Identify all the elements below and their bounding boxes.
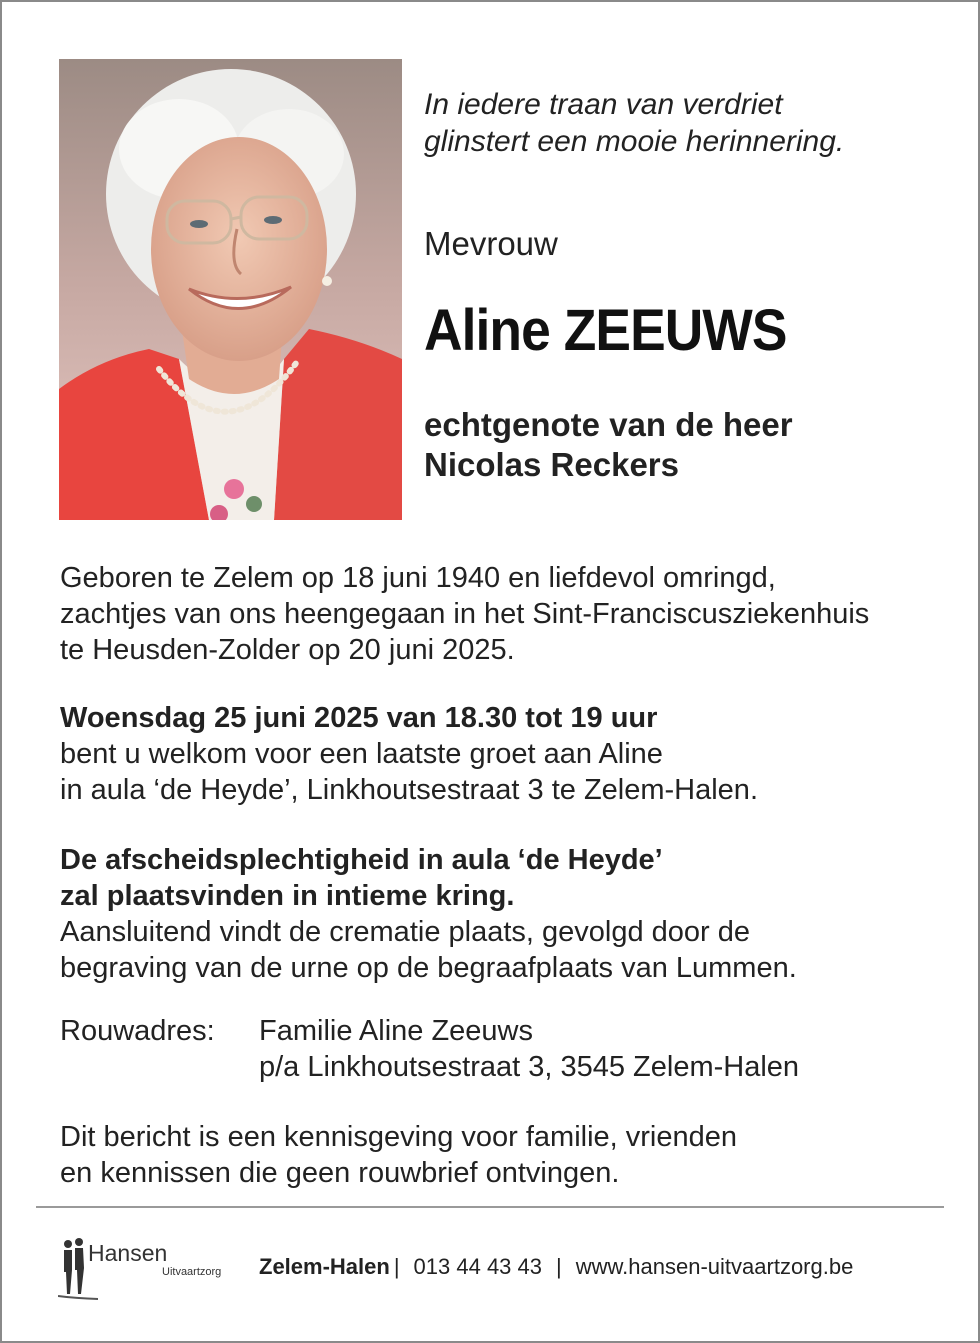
paragraph-line: bent u welkom voor een laatste groet aan Aline [60, 738, 663, 770]
footer-separator: | [556, 1254, 562, 1279]
footer-separator: | [393, 1254, 400, 1279]
paragraph-line: Aansluitend vindt de crematie plaats, gevolgd door de [60, 916, 750, 948]
quote-line: In iedere traan van verdriet [424, 88, 783, 121]
logo-subtitle: Uitvaartzorg [162, 1266, 222, 1278]
visitation-paragraph [60, 700, 758, 808]
hansen-logo [58, 1234, 238, 1300]
memorial-quote [424, 86, 844, 160]
jacket-right [274, 329, 402, 520]
notice-paragraph [60, 1119, 737, 1191]
footer-phone[interactable]: 013 44 43 43 [413, 1254, 543, 1279]
footer-website[interactable]: www.hansen-uitvaartzorg.be [575, 1254, 854, 1279]
paragraph-line: te Heusden-Zolder op 20 juni 2025. [60, 634, 515, 666]
paragraph-line: begraving van de urne op de begraafplaats van Lummen. [60, 952, 797, 984]
paragraph-line: in aula ‘de Heyde’, Linkhoutsestraat 3 te Zelem-Halen. [60, 774, 758, 806]
logo-title: Hansen [88, 1240, 168, 1266]
spouse-line: Nicolas Reckers [424, 446, 679, 483]
paragraph-line: Geboren te Zelem op 18 juni 1940 en liefdevol omringd, [60, 562, 776, 594]
address-label: Rouwadres: [60, 1015, 215, 1047]
footer-contact [259, 1253, 853, 1281]
footer-divider [36, 1206, 944, 1208]
ceremony-heading: De afscheidsplechtigheid in aula ‘de Heyde’ [60, 844, 663, 876]
birth-death-paragraph [60, 560, 869, 668]
spouse-line: echtgenote van de heer [424, 406, 793, 443]
quote-line: glinstert een mooie herinnering. [424, 125, 845, 158]
paragraph-line: en kennissen die geen rouwbrief ontvingen. [60, 1157, 620, 1189]
deceased-name: Aline ZEEUWS [424, 298, 787, 363]
portrait-illustration [59, 59, 402, 520]
address-line: p/a Linkhoutsestraat 3, 3545 Zelem-Halen [259, 1051, 800, 1083]
ceremony-paragraph [60, 842, 797, 986]
paragraph-line: Dit bericht is een kennisgeving voor familie, vrienden [60, 1121, 738, 1153]
visitation-heading: Woensdag 25 juni 2025 van 18.30 tot 19 uur [60, 702, 658, 734]
address-line: Familie Aline Zeeuws [259, 1015, 533, 1047]
portrait-photo [59, 59, 402, 520]
salutation: Mevrouw [424, 225, 558, 262]
face [151, 137, 327, 361]
paragraph-line: zachtjes van ons heengegaan in het Sint-Franciscusziekenhuis [60, 598, 870, 630]
ceremony-heading: zal plaatsvinden in intieme kring. [60, 880, 515, 912]
spouse-info [424, 405, 793, 485]
address-lines [259, 1013, 799, 1085]
footer-town: Zelem-Halen [259, 1254, 390, 1279]
